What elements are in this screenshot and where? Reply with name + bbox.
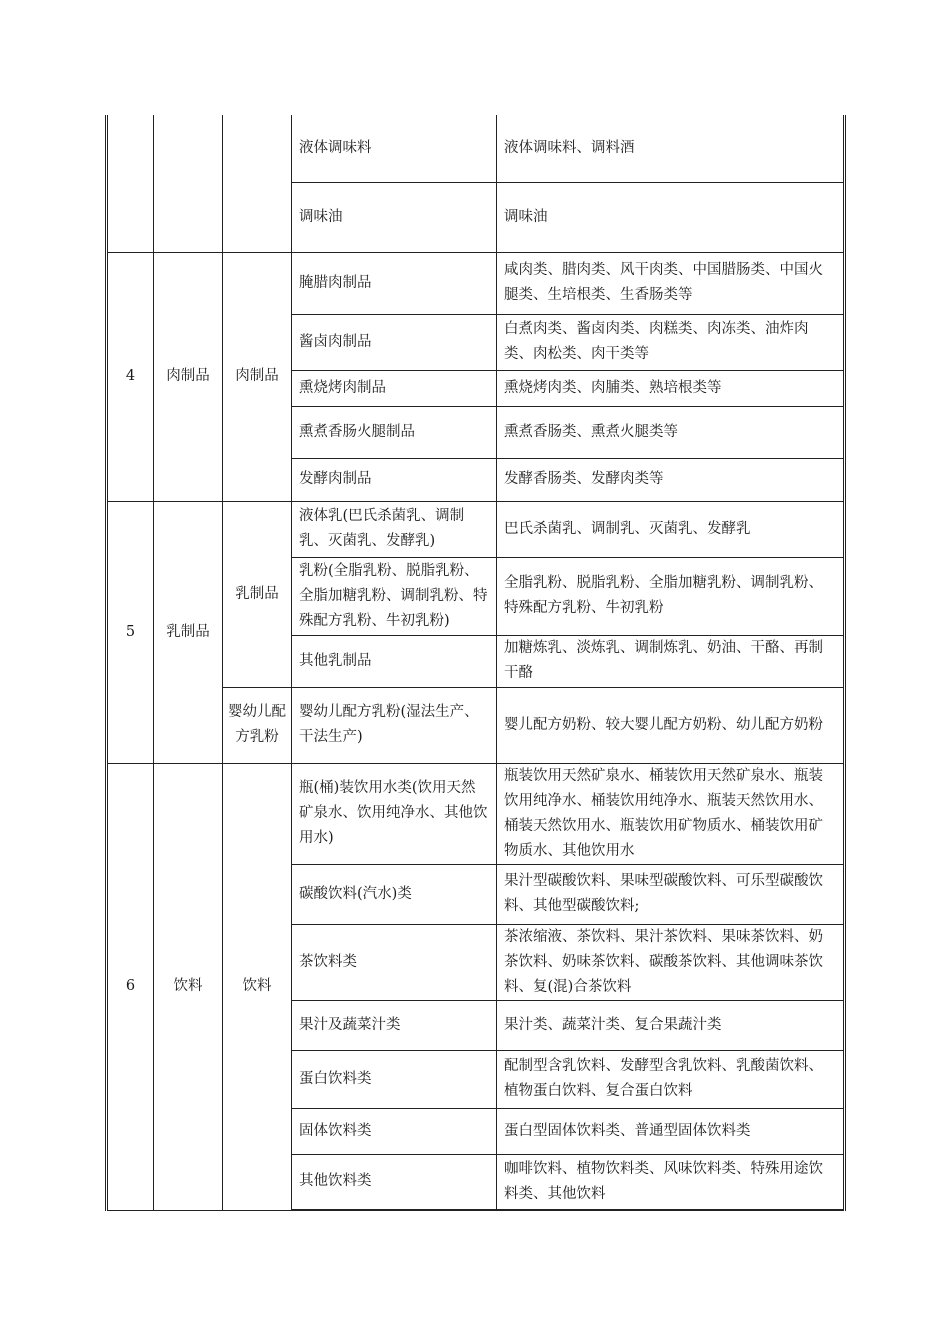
unit-cell: 乳制品 xyxy=(223,501,292,687)
table-row xyxy=(107,115,845,182)
category-cell xyxy=(154,115,223,252)
subcategory-cell: 发酵肉制品 xyxy=(292,458,497,501)
subcategory-cell: 其他乳制品 xyxy=(292,635,497,687)
subcategory-cell: 液体调味料 xyxy=(292,115,497,182)
detail-cell: 熏煮香肠类、熏煮火腿类等 xyxy=(497,406,845,458)
category-cell: 饮料 xyxy=(154,763,223,1210)
unit-cell xyxy=(223,115,292,252)
subcategory-cell: 熏煮香肠火腿制品 xyxy=(292,406,497,458)
unit-cell: 饮料 xyxy=(223,763,292,1210)
subcategory-cell: 其他饮料类 xyxy=(292,1154,497,1210)
detail-cell: 婴儿配方奶粉、较大婴儿配方奶粉、幼儿配方奶粉 xyxy=(497,687,845,763)
table-row xyxy=(107,763,845,864)
detail-cell: 全脂乳粉、脱脂乳粉、全脂加糖乳粉、调制乳粉、特殊配方乳粉、牛初乳粉 xyxy=(497,557,845,635)
unit-cell: 婴幼儿配方乳粉 xyxy=(223,687,292,763)
category-cell: 肉制品 xyxy=(154,252,223,501)
category-cell: 乳制品 xyxy=(154,501,223,763)
detail-cell: 发酵香肠类、发酵肉类等 xyxy=(497,458,845,501)
detail-cell: 果汁型碳酸饮料、果味型碳酸饮料、可乐型碳酸饮料、其他型碳酸饮料; xyxy=(497,864,845,924)
subcategory-cell: 酱卤肉制品 xyxy=(292,314,497,370)
seq-cell: 4 xyxy=(107,252,154,501)
detail-cell: 茶浓缩液、茶饮料、果汁茶饮料、果味茶饮料、奶茶饮料、奶味茶饮料、碳酸茶饮料、其他调味茶饮料、复(混)合茶饮料 xyxy=(497,924,845,1000)
detail-cell: 白煮肉类、酱卤肉类、肉糕类、肉冻类、油炸肉类、肉松类、肉干类等 xyxy=(497,314,845,370)
seq-cell: 5 xyxy=(107,501,154,763)
detail-cell: 熏烧烤肉类、肉脯类、熟培根类等 xyxy=(497,370,845,406)
subcategory-cell: 调味油 xyxy=(292,182,497,252)
subcategory-cell: 果汁及蔬菜汁类 xyxy=(292,1000,497,1050)
food-category-table xyxy=(105,115,846,1211)
detail-cell: 咖啡饮料、植物饮料类、风味饮料类、特殊用途饮料类、其他饮料 xyxy=(497,1154,845,1210)
detail-cell: 果汁类、蔬菜汁类、复合果蔬汁类 xyxy=(497,1000,845,1050)
detail-cell: 加糖炼乳、淡炼乳、调制炼乳、奶油、干酪、再制干酪 xyxy=(497,635,845,687)
subcategory-cell: 熏烧烤肉制品 xyxy=(292,370,497,406)
subcategory-cell: 固体饮料类 xyxy=(292,1108,497,1154)
detail-cell: 调味油 xyxy=(497,182,845,252)
seq-cell xyxy=(107,115,154,252)
unit-cell: 肉制品 xyxy=(223,252,292,501)
table-row xyxy=(107,501,845,557)
detail-cell: 液体调味料、调料酒 xyxy=(497,115,845,182)
detail-cell: 巴氏杀菌乳、调制乳、灭菌乳、发酵乳 xyxy=(497,501,845,557)
detail-cell: 蛋白型固体饮料类、普通型固体饮料类 xyxy=(497,1108,845,1154)
subcategory-cell: 瓶(桶)装饮用水类(饮用天然矿泉水、饮用纯净水、其他饮用水) xyxy=(292,763,497,864)
subcategory-cell: 液体乳(巴氏杀菌乳、调制乳、灭菌乳、发酵乳) xyxy=(292,501,497,557)
subcategory-cell: 碳酸饮料(汽水)类 xyxy=(292,864,497,924)
detail-cell: 瓶装饮用天然矿泉水、桶装饮用天然矿泉水、瓶装饮用纯净水、桶装饮用纯净水、瓶装天然饮用水、桶装天然饮用水、瓶装饮用矿物质水、桶装饮用矿物质水、其他饮用水 xyxy=(497,763,845,864)
table-row xyxy=(107,252,845,314)
subcategory-cell: 乳粉(全脂乳粉、脱脂乳粉、全脂加糖乳粉、调制乳粉、特殊配方乳粉、牛初乳粉) xyxy=(292,557,497,635)
subcategory-cell: 腌腊肉制品 xyxy=(292,252,497,314)
subcategory-cell: 婴幼儿配方乳粉(湿法生产、干法生产) xyxy=(292,687,497,763)
detail-cell: 配制型含乳饮料、发酵型含乳饮料、乳酸菌饮料、植物蛋白饮料、复合蛋白饮料 xyxy=(497,1050,845,1108)
detail-cell: 咸肉类、腊肉类、风干肉类、中国腊肠类、中国火腿类、生培根类、生香肠类等 xyxy=(497,252,845,314)
subcategory-cell: 蛋白饮料类 xyxy=(292,1050,497,1108)
seq-cell: 6 xyxy=(107,763,154,1210)
subcategory-cell: 茶饮料类 xyxy=(292,924,497,1000)
